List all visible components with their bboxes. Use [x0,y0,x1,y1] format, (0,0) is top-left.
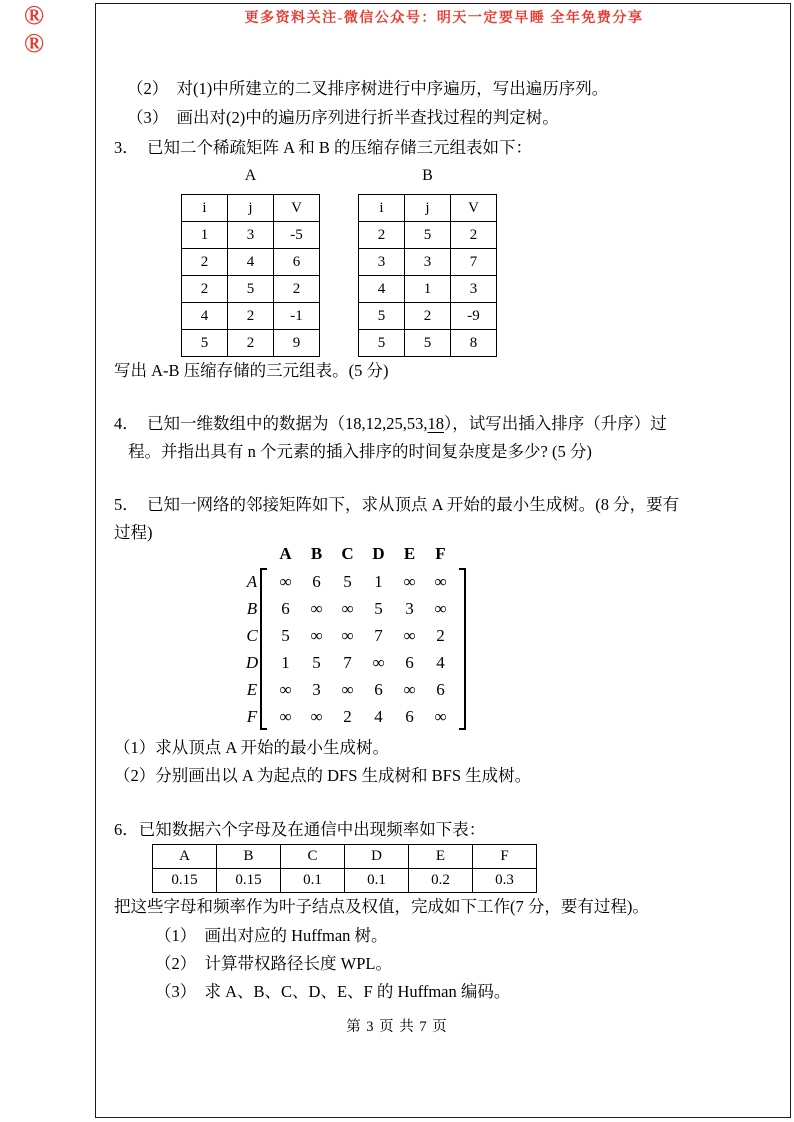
q4-line2: 程。并指出具有 n 个元素的插入排序的时间复杂度是多少? (5 分) [128,442,592,461]
matrix-cell: 1 [374,572,383,591]
freq-value-cell: 0.1 [345,869,409,893]
matrix-row-label: E [246,680,258,699]
matrix-cell: ∞ [434,599,447,618]
matrix-col-header: A [279,544,292,563]
matrix-cell: 5 [343,572,352,591]
table-header-cell: i [182,195,228,222]
matrix-cell: 6 [405,653,414,672]
matrix-col-header: C [341,544,354,563]
table-row [359,249,497,276]
matrix-cell: 1 [281,653,290,672]
matrix-cell: 5 [374,599,383,618]
table-cell: 7 [451,249,497,276]
frequency-table [152,844,537,893]
matrix-cell: 6 [374,680,383,699]
matrix-cell: ∞ [403,680,416,699]
table-cell: 2 [359,222,405,249]
matrix-cell: ∞ [310,626,323,645]
table-cell: 8 [451,330,497,357]
table-cell: -5 [274,222,320,249]
matrix-cell: 3 [405,599,414,618]
matrix-row-label: D [245,653,259,672]
table-cell: 5 [405,330,451,357]
freq-letter-cell: D [345,845,409,869]
table-header-cell: V [274,195,320,222]
q2-sub3-line: （3） 画出对(2)中的遍历序列进行折半查找过程的判定树。 [127,108,559,127]
table-row [153,845,537,869]
table-header-cell: i [359,195,405,222]
freq-value-cell: 0.15 [153,869,217,893]
table-cell: 1 [405,276,451,303]
table-row [359,222,497,249]
freq-value-cell: 0.3 [473,869,537,893]
table-row [359,195,497,222]
freq-letter-cell: E [409,845,473,869]
matrix-col-header: B [310,544,323,563]
left-bracket [260,568,267,730]
q4-line1-post: ），试写出插入排序（升序）过 [444,414,667,433]
matrix-cell: 5 [281,626,290,645]
registered-mark-icon: ® [23,28,45,58]
q5-sub2-line: （2）分别画出以 A 为起点的 DFS 生成树和 BFS 生成树。 [114,766,532,785]
matrix-row-labels [244,568,260,730]
freq-value-cell: 0.2 [409,869,473,893]
table-row [182,276,320,303]
q5-line1: 5． 已知一网络的邻接矩阵如下，求从顶点 A 开始的最小生成树。(8 分，要有 [114,495,680,514]
registered-mark-icon: ® [23,0,45,30]
matrix-cell: ∞ [279,707,292,726]
matrix-col-header: D [372,544,385,563]
matrix-col-header: E [403,544,416,563]
table-b-label: B [422,167,433,184]
adjacency-matrix [244,544,466,730]
freq-value-cell: 0.15 [217,869,281,893]
q6-outro-line: 把这些字母和频率作为叶子结点及权值，完成如下工作(7 分，要有过程)。 [114,897,649,916]
matrix-cell: 2 [436,626,445,645]
freq-letter-cell: F [473,845,537,869]
matrix-cell: 6 [405,707,414,726]
table-cell: 5 [359,330,405,357]
table-cell: 4 [228,249,274,276]
table-cell: 9 [274,330,320,357]
matrix-cell: ∞ [372,653,385,672]
matrix-cell: ∞ [403,626,416,645]
matrix-cell: 2 [343,707,352,726]
q4-underlined-value: 18 [427,414,444,433]
matrix-cell: 3 [312,680,321,699]
table-cell: 2 [405,303,451,330]
q6-intro-line: 6．已知数据六个字母及在通信中出现频率如下表： [114,820,486,839]
page-number-footer: 第 3 页 共 7 页 [346,1019,448,1035]
sparse-matrix-table-a [181,194,320,357]
table-cell: 6 [274,249,320,276]
matrix-cell: 4 [436,653,445,672]
table-row [359,303,497,330]
table-header-cell: V [451,195,497,222]
table-cell: 3 [405,249,451,276]
table-cell: 3 [359,249,405,276]
matrix-cell: 5 [312,653,321,672]
table-cell: 2 [451,222,497,249]
matrix-cell: 4 [374,707,383,726]
freq-letter-cell: B [217,845,281,869]
table-a-label: A [244,167,257,184]
matrix-row-label: F [246,707,258,726]
matrix-cell: ∞ [341,680,354,699]
table-cell: 1 [182,222,228,249]
table-cell: 5 [405,222,451,249]
matrix-cell: ∞ [434,707,447,726]
matrix-values [270,568,456,730]
table-cell: 2 [182,249,228,276]
table-row [182,330,320,357]
q3-outro-line: 写出 A-B 压缩存储的三元组表。(5 分) [114,361,389,380]
q4-line1 [114,413,667,435]
matrix-cell: ∞ [341,599,354,618]
table-cell: 2 [182,276,228,303]
matrix-cell: 6 [281,599,290,618]
table-cell: 2 [274,276,320,303]
table-cell: 3 [451,276,497,303]
q2-sub2-line: （2） 对(1)中所建立的二叉排序树进行中序遍历，写出遍历序列。 [127,79,609,98]
matrix-row-label: A [246,572,258,591]
matrix-cell: ∞ [279,680,292,699]
table-row [182,195,320,222]
table-row [182,303,320,330]
table-cell: -9 [451,303,497,330]
table-cell: 5 [182,330,228,357]
table-row [182,249,320,276]
matrix-column-headers [270,544,466,568]
freq-letter-cell: C [281,845,345,869]
freq-letter-cell: A [153,845,217,869]
matrix-cell: 6 [312,572,321,591]
q6-sub1-line: （1） 画出对应的 Huffman 树。 [155,926,388,945]
matrix-cell: ∞ [341,626,354,645]
sparse-matrix-table-b [358,194,497,357]
table-cell: 3 [228,222,274,249]
right-bracket [459,568,466,730]
matrix-cell: 6 [436,680,445,699]
table-cell: 4 [359,276,405,303]
q6-sub3-line: （3） 求 A、B、C、D、E、F 的 Huffman 编码。 [155,982,511,1001]
promo-banner: 更多资料关注-微信公众号：明天一定要早睡 全年免费分享 [244,11,644,26]
matrix-cell: ∞ [279,572,292,591]
table-cell: -1 [274,303,320,330]
table-cell: 5 [228,276,274,303]
table-header-cell: j [405,195,451,222]
table-cell: 4 [182,303,228,330]
q4-line1-pre: 4． 已知一维数组中的数据为（18,12,25,53, [114,414,428,433]
q5-line2: 过程) [114,523,153,542]
table-header-cell: j [228,195,274,222]
table-cell: 2 [228,303,274,330]
q3-intro-line: 3． 已知二个稀疏矩阵 A 和 B 的压缩存储三元组表如下： [114,138,533,157]
matrix-row-label: B [246,599,258,618]
matrix-row-label: C [246,626,258,645]
table-row [359,330,497,357]
table-cell: 5 [359,303,405,330]
matrix-cell: 7 [374,626,383,645]
q5-sub1-line: （1）求从顶点 A 开始的最小生成树。 [114,738,390,757]
table-row [153,869,537,893]
matrix-cell: ∞ [310,599,323,618]
matrix-cell: ∞ [403,572,416,591]
matrix-cell: ∞ [434,572,447,591]
table-row [359,276,497,303]
table-cell: 2 [228,330,274,357]
table-row [182,222,320,249]
matrix-cell: ∞ [310,707,323,726]
q6-sub2-line: （2） 计算带权路径长度 WPL。 [155,954,392,973]
freq-value-cell: 0.1 [281,869,345,893]
matrix-cell: 7 [343,653,352,672]
matrix-body [244,568,466,730]
matrix-col-header: F [435,544,446,563]
